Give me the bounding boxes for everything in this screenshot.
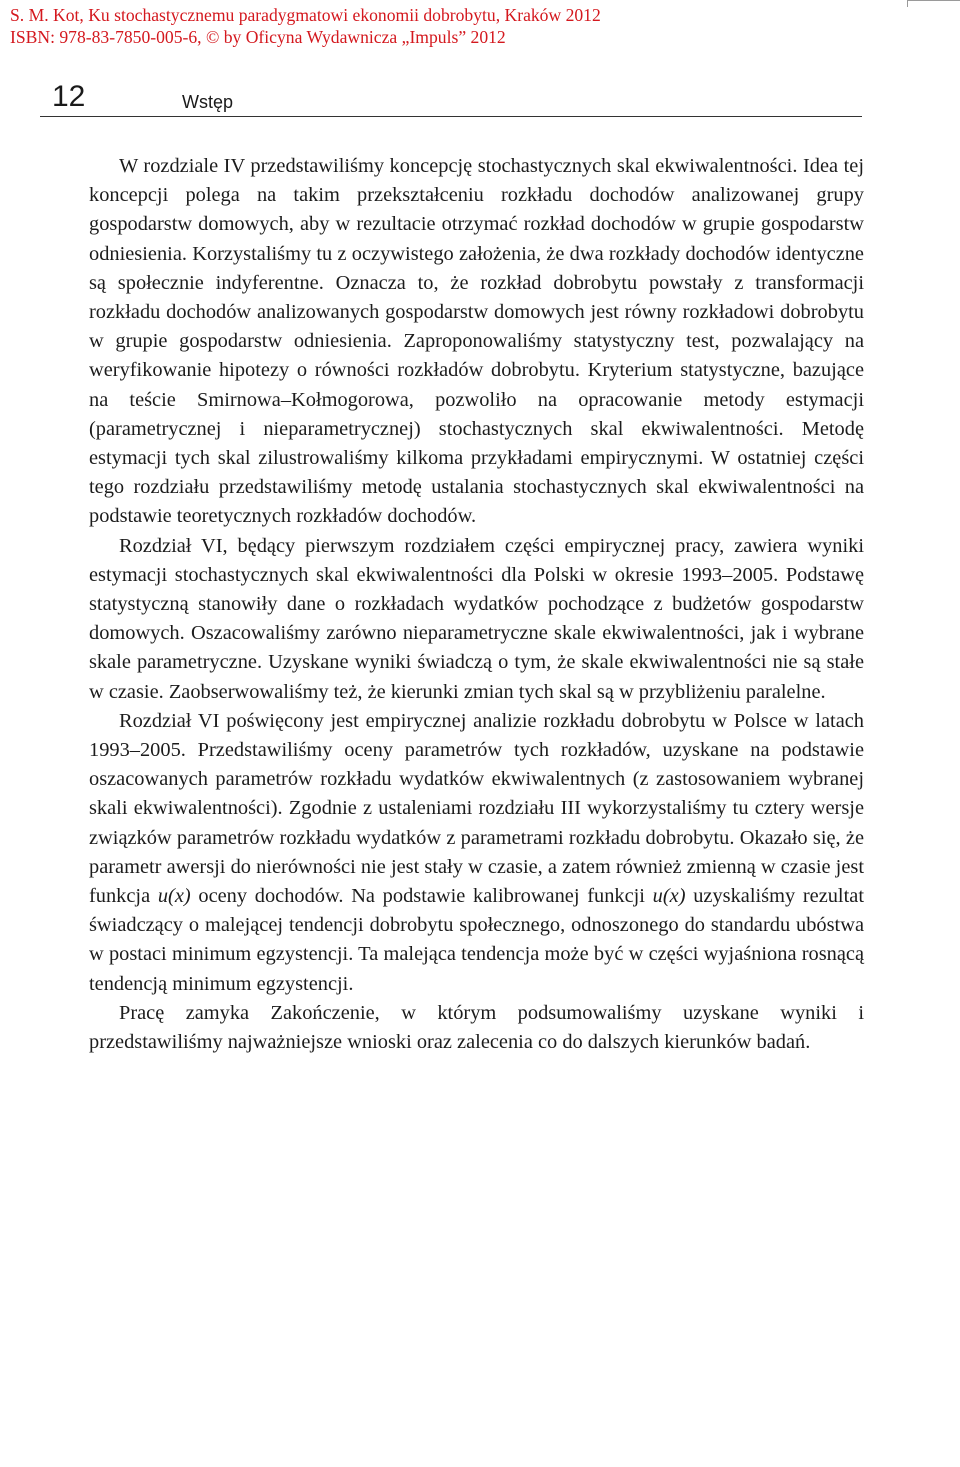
citation-header bbox=[10, 4, 910, 48]
body-text bbox=[89, 152, 864, 1057]
function-symbol: u(x) bbox=[157, 885, 191, 908]
paragraph-3-text-a: Rozdział VI poświęcony jest empirycznej analizie rozkładu dobrobytu w Polsce w latach 1993–2005. Przedstawiliśmy oceny parametrów tych rozkładów, uzyskane na podstawie oszacowanych parametrów rozkładu wydatków ekwiwalentnych (z zastosowaniem wybranej skali ekwiwalentności). Zgodnie z ustaleniami rozdziału III wykorzystaliśmy tu cztery wersje związków parametrów rozkładu wydatków z parametrami rozkładu dobrobytu. Okazało się, że parametr awersji do nierówności nie jest stały w czasie, a zatem również zmienną w czasie jest funkcja bbox=[89, 709, 864, 908]
paragraph-3-text-b: oceny dochodów. Na podstawie kalibrowanej funkcji bbox=[190, 885, 653, 908]
page-number: 12 bbox=[52, 80, 86, 113]
citation-line-2: ISBN: 978-83-7850-005-6, © by Oficyna Wydawnicza „Impuls” 2012 bbox=[10, 27, 506, 47]
running-head bbox=[40, 80, 862, 117]
citation-line-1: S. M. Kot, Ku stochastycznemu paradygmatowi ekonomii dobrobytu, Kraków 2012 bbox=[10, 5, 601, 25]
page-corner-mark bbox=[907, 0, 960, 7]
function-symbol: u(x) bbox=[652, 885, 686, 908]
paragraph-2: Rozdział VI, będący pierwszym rozdziałem części empirycznej pracy, zawiera wyniki estymacji stochastycznych skal ekwiwalentności dla Polski w okresie 1993–2005. Podstawę statystyczną stanowiły dane o rozkładach wydatków pochodzące z budżetów gospodarstw domowych. Oszacowaliśmy zarówno nieparametryczne skale ekwiwalentności, jak i wybrane skale parametryczne. Uzyskane wyniki świadczą o tym, że skale ekwiwalentności nie są stałe w czasie. Zaobserwowaliśmy też, że kierunki zmian tych skal są w przybliżeniu paralelne. bbox=[89, 534, 864, 703]
paragraph-3-text-c: uzyskaliśmy rezultat świadczący o malejącej tendencji dobrobytu społecznego, odnoszonego do standardu ubóstwa w postaci minimum egzystencji. Ta malejąca tendencja może być w części wyjaśniona rosnącą tendencją minimum egzystencji. bbox=[89, 885, 864, 995]
paragraph-4: Pracę zamyka Zakończenie, w którym podsumowaliśmy uzyskane wyniki i przedstawiliśmy najważniejsze wnioski oraz zalecenia co do dalszych kierunków badań. bbox=[89, 1001, 864, 1054]
section-title: Wstęp bbox=[182, 92, 234, 112]
paragraph-1: W rozdziale IV przedstawiliśmy koncepcję stochastycznych skal ekwiwalentności. Idea tej koncepcji polega na takim przekształceniu rozkładu dochodów analizowanej grupy gospodarstw domowych, aby w rezultacie otrzymać rozkład dochodów w grupie gospodarstw odniesienia. Korzystaliśmy tu z oczywistego założenia, że dwa rozkłady dochodów identyczne są społecznie indyferentne. Oznacza to, że rozkład dobrobytu powstały z transformacji rozkładu dochodów analizowanych gospodarstw domowych jest równy rozkładowi dobrobytu w grupie gospodarstw odniesienia. Zaproponowaliśmy statystyczny test, pozwalający na weryfikowanie hipotezy o równości rozkładów dobrobytu. Kryterium statystyczne, bazujące na teście Smirnowa–Kołmogorowa, pozwoliło na opracowanie metody estymacji (parametrycznej i nieparametrycznej) stochastycznych skal ekwiwalentności. Metodę estymacji tych skal zilustrowaliśmy kilkoma przykładami empirycznymi. W ostatniej części tego rozdziału przedstawiliśmy metodę ustalania stochastycznych skal ekwiwalentności na podstawie teoretycznych rozkładów dochodów. bbox=[89, 155, 864, 528]
paragraph-3 bbox=[89, 707, 864, 999]
